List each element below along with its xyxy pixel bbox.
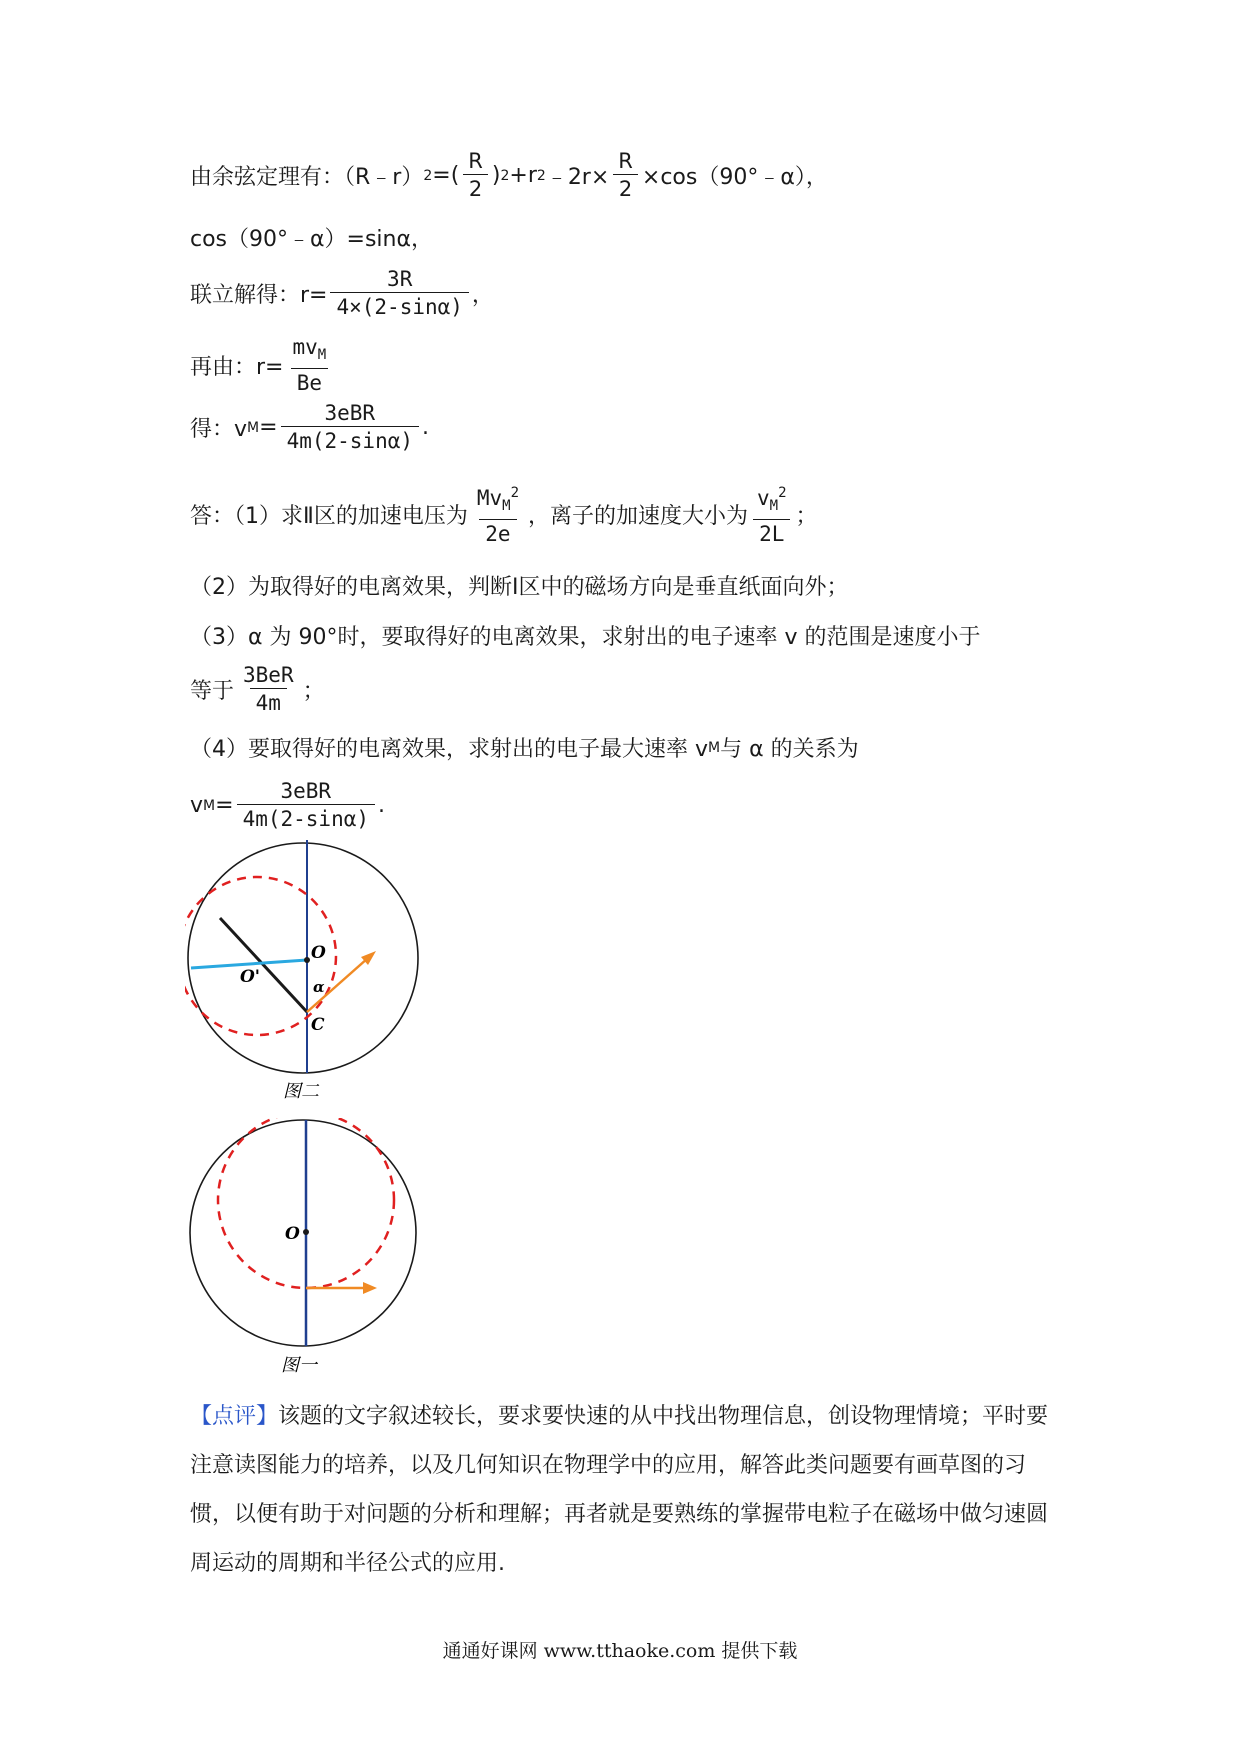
ans1-f2-num [751, 480, 793, 519]
ans1-suffix: ； [795, 503, 818, 529]
eq4-num-sub: M [317, 347, 327, 364]
eq1-f2-den: 2 [613, 174, 638, 203]
outer-circle [188, 843, 418, 1073]
cos-identity-line [190, 222, 433, 253]
ans4-eq: = [215, 793, 234, 818]
ans1-f1-num [471, 480, 525, 519]
label-alpha: α [313, 978, 325, 996]
answer-3-line1 [190, 620, 981, 651]
ans4-prefix: v [190, 793, 204, 818]
eq1-prefix: 由余弦定理有：（R﹣r） [190, 165, 424, 190]
eq1-exp3: 2 [536, 167, 546, 184]
ans1-f2-sub: M [769, 498, 779, 515]
ans1-f1-num-text: Mv [476, 486, 503, 510]
eq5-num: 3eBR [324, 401, 376, 425]
ans1-f1-sup: 2 [510, 485, 519, 501]
label-o: O [311, 943, 326, 963]
ans4-line1-sub: M [708, 739, 721, 756]
ans4-den: 4m(2-sinα) [237, 804, 375, 833]
vm-fraction [281, 400, 419, 455]
answer-4-line1 [190, 732, 859, 763]
comment-text: 该题的文字叙述较长，要求要快速的从中找出物理信息，创设物理情境；平时要注意读图能力的培养，以及几何知识在物理学中的应用，解答此类问题要有画草图的习惯，以便有助于对问题的分析和理解；再者就是要熟练的掌握带电粒子在磁场中做匀速圆周运动的周期和半径公式的应用. [190, 1404, 1049, 1576]
answer-3-line2 [190, 662, 325, 717]
eq4-num-text: mv [292, 335, 318, 359]
radius-fraction [330, 266, 468, 321]
center-o-dot [303, 1229, 309, 1235]
answer-2 [190, 570, 849, 601]
center-o-dot [304, 957, 310, 963]
eq1-f2-num: R [618, 149, 633, 173]
eq5-eq: = [259, 415, 278, 440]
ans1-mid: ，离子的加速度大小为 [528, 503, 749, 529]
velocity-arrowhead [363, 1282, 377, 1294]
mv-over-be-fraction [286, 334, 332, 397]
ans3-suffix: ； [302, 679, 325, 704]
ans3-prefix: 等于 [190, 679, 235, 704]
eq1-f1-num: R [468, 149, 483, 173]
fraction-r-over-2-b [612, 148, 639, 203]
ans2-text: （2）为取得好的电离效果，判断Ⅰ区中的磁场方向是垂直纸面向外； [190, 575, 849, 600]
figure-2-caption: 图二 [283, 1081, 319, 1100]
answer-1 [190, 480, 818, 548]
eq3-suffix: ， [471, 283, 494, 308]
eq3-prefix: 联立解得：r= [190, 283, 328, 308]
ans4-suffix: . [378, 793, 385, 818]
eq3-num: 3R [387, 267, 413, 291]
eq1-suffix: ×cos（90°﹣α）， [641, 165, 828, 190]
figure-2-diagram [185, 840, 435, 1100]
eq1-mid2: ﹣2r× [545, 165, 610, 190]
eq5-den: 4m(2-sinα) [281, 426, 419, 455]
ans3-den: 4m [250, 688, 287, 717]
eq1-exp1: 2 [423, 167, 433, 184]
ans4-prefix-sub: M [203, 797, 216, 814]
ans1-f1-den: 2e [479, 519, 516, 548]
voltage-fraction [471, 480, 525, 548]
ans4-num: 3eBR [280, 779, 332, 803]
label-o: O [285, 1224, 300, 1244]
ans1-f2-num-text: v [757, 486, 770, 510]
ans4-line1: （4）要取得好的电离效果，求射出的电子最大速率 v [190, 737, 709, 762]
fraction-r-over-2-a [462, 148, 489, 203]
vm-result-line [190, 400, 429, 455]
eq5-prefix-sub: M [247, 419, 260, 436]
figure-1-diagram [185, 1118, 435, 1378]
eq4-num [286, 334, 332, 368]
eq1-mid: +r [509, 163, 537, 188]
eq1-eq: = [432, 163, 451, 188]
ans1-prefix: 答：（1）求Ⅱ区的加速电压为 [190, 503, 468, 529]
page-footer: 通通好课网 www.tthaoke.com 提供下载 [442, 1640, 798, 1662]
eq1-paren-open: ( [450, 163, 460, 188]
ans3-num: 3BeR [243, 663, 294, 687]
eq1-paren-close: ) [491, 163, 501, 188]
radius-solution-line [190, 266, 494, 321]
ans4-line1-tail: 与 α 的关系为 [720, 737, 859, 762]
figure-1-caption: 图一 [281, 1355, 317, 1376]
vm-final-fraction [237, 778, 375, 833]
comment-tag: 【点评】 [190, 1404, 279, 1429]
eq4-den: Be [291, 368, 328, 397]
ans3-line1: （3）α 为 90°时，要取得好的电离效果，求射出的电子速率 v 的范围是速度小于 [190, 625, 981, 650]
label-c: C [311, 1015, 325, 1035]
speed-limit-fraction [237, 662, 300, 717]
cosine-law-equation [190, 148, 828, 203]
eq4-prefix: 再由：r= [190, 355, 284, 381]
eq2-text: cos（90°﹣α）=sinα， [190, 227, 433, 252]
eq1-exp2: 2 [500, 167, 510, 184]
eq3-den: 4×(2-sinα) [330, 292, 468, 321]
eq1-f1-den: 2 [463, 174, 488, 203]
label-o-prime: O' [240, 967, 261, 987]
answer-4-line2 [190, 778, 385, 833]
ans1-f2-den: 2L [753, 519, 790, 548]
eq5-prefix: 得：v [190, 417, 248, 442]
radius-formula-line [190, 334, 335, 397]
ans1-f2-sup: 2 [778, 485, 787, 501]
acceleration-fraction [751, 480, 793, 548]
eq5-suffix: . [422, 415, 429, 440]
ans1-f1-sub: M [502, 498, 511, 515]
comment-paragraph [190, 1392, 1062, 1588]
